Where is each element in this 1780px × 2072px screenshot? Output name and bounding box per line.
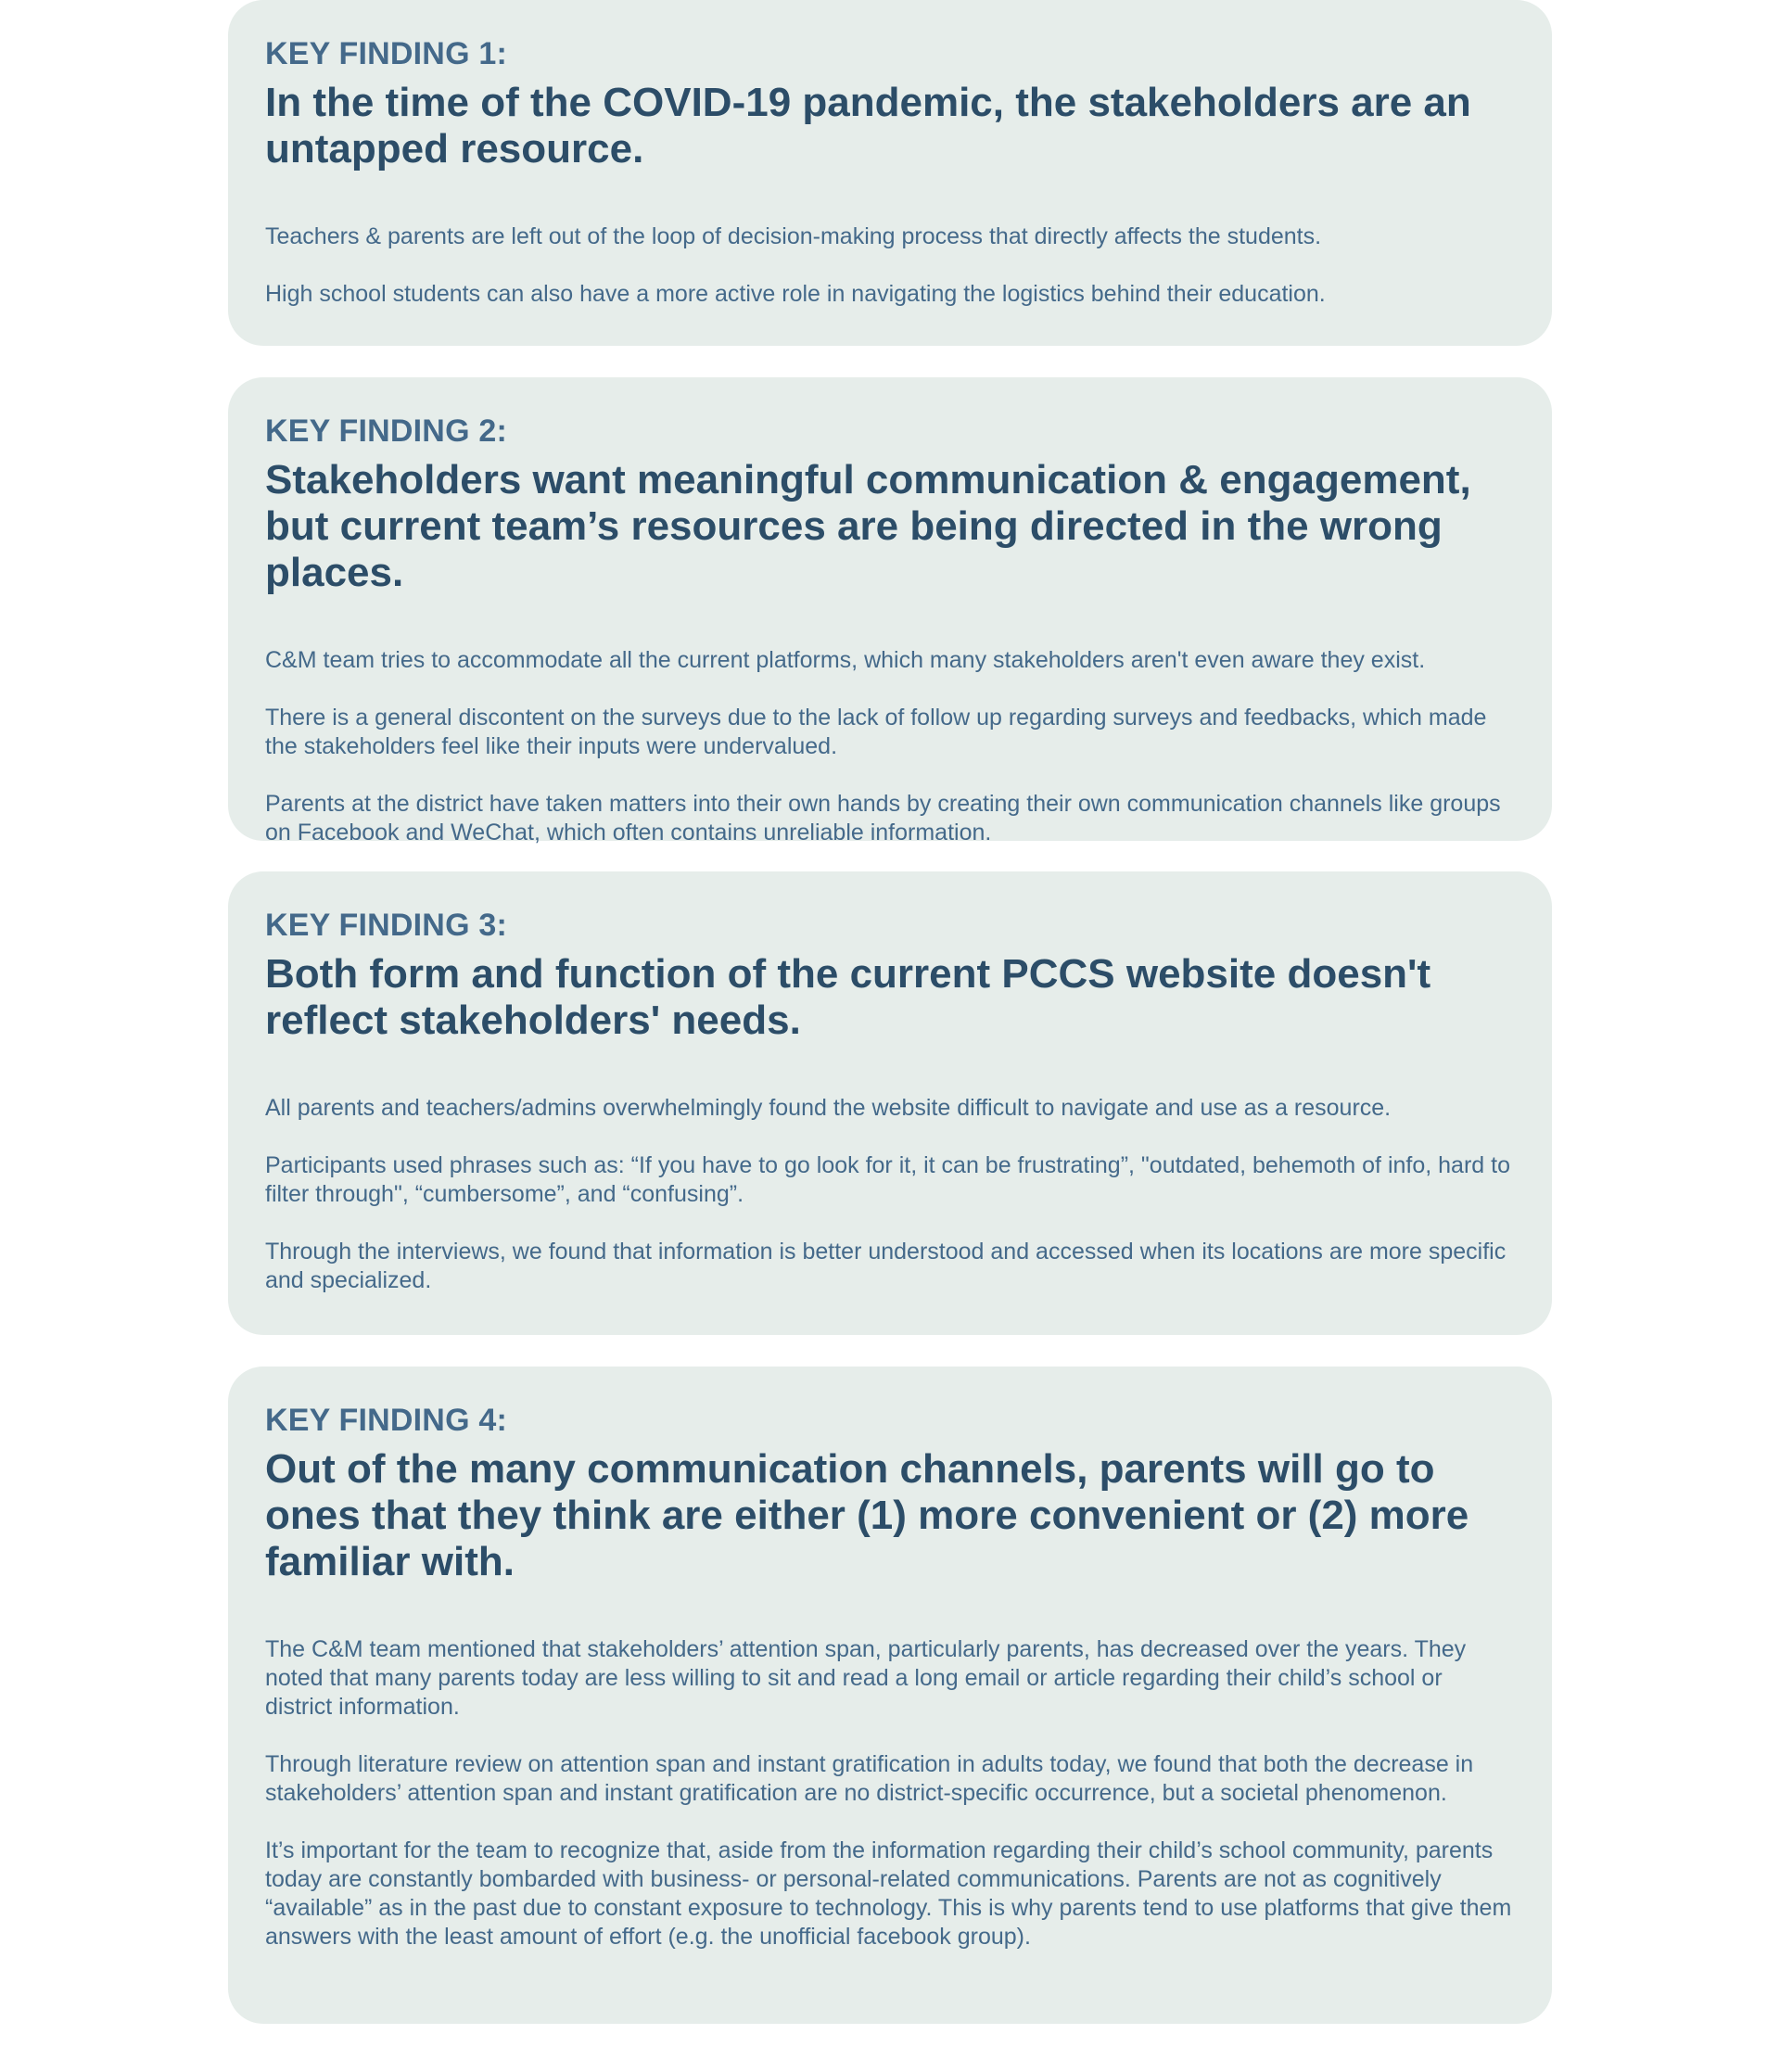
finding-headline: Both form and function of the current PCCS website doesn't reflect stakeholders' needs. [265,951,1431,1043]
finding-body [265,646,1515,847]
finding-kicker: KEY FINDING 4: [265,1403,507,1438]
key-finding-card-3 [228,871,1552,1335]
finding-paragraph: Teachers & parents are left out of the loop of decision-making process that directly affects the students. [265,223,1322,249]
key-finding-card-4 [228,1367,1552,2024]
finding-kicker: KEY FINDING 3: [265,908,507,943]
finding-body [265,1635,1515,1951]
finding-headline: Stakeholders want meaningful communication & engagement, but current team’s resources are being directed in the wrong places. [265,457,1471,595]
finding-paragraph: Through literature review on attention span and instant gratification in adults today, we found that both the decrease in stakeholders’ attention span and instant gratification are no district-specific occurrence, but a societal phenomenon. [265,1751,1474,1806]
finding-kicker: KEY FINDING 2: [265,413,507,449]
finding-paragraph: There is a general discontent on the surveys due to the lack of follow up regarding surveys and feedbacks, which made the stakeholders feel like their inputs were undervalued. [265,705,1487,759]
key-finding-card-1 [228,0,1552,346]
finding-paragraph: All parents and teachers/admins overwhelmingly found the website difficult to navigate and use as a resource. [265,1095,1392,1121]
finding-paragraph: Participants used phrases such as: “If you have to go look for it, it can be frustrating”, "outdated, behemoth of info, hard to filter through", “cumbersome”, and “confusing”. [265,1152,1510,1207]
key-finding-card-2 [228,377,1552,845]
finding-paragraph: The C&M team mentioned that stakeholders’ attention span, particularly parents, has decreased over the years. They noted that many parents today are less willing to sit and read a long email or article regarding their child’s school or district information. [265,1636,1467,1720]
finding-body [265,1094,1515,1295]
finding-paragraph: High school students can also have a more active role in navigating the logistics behind their education. [265,281,1326,307]
finding-paragraph: It’s important for the team to recognize that, aside from the information regarding their child’s school community, parents today are constantly bombarded with business- or personal-related communications. Parents are not as cognitively “available” as in the past due to constant exposure to technology. This is why parents tend to use platforms that give them answers with the least amount of effort (e.g. the unofficial facebook group). [265,1837,1512,1950]
finding-headline: In the time of the COVID-19 pandemic, the stakeholders are an untapped resource. [265,80,1471,172]
finding-paragraph: C&M team tries to accommodate all the current platforms, which many stakeholders aren't even aware they exist. [265,647,1426,673]
finding-paragraph: Parents at the district have taken matters into their own hands by creating their own communication channels like groups on Facebook and WeChat, which often contains unreliable information. [265,791,1501,845]
finding-kicker: KEY FINDING 1: [265,36,507,71]
finding-paragraph: Through the interviews, we found that information is better understood and accessed when its locations are more specific and specialized. [265,1239,1507,1293]
finding-headline: Out of the many communication channels, parents will go to ones that they think are either (1) more convenient or (2) more familiar with. [265,1446,1469,1584]
finding-body [265,222,1515,309]
